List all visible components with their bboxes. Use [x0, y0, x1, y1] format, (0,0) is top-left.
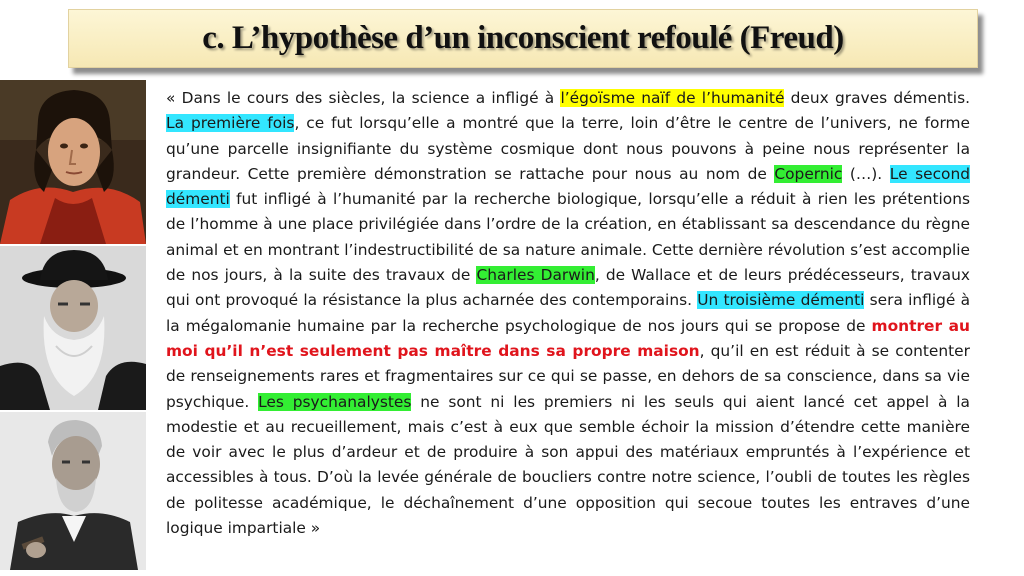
freud-portrait-image: [0, 412, 146, 570]
highlight-psychanalystes: Les psychanalystes: [258, 392, 412, 411]
copernicus-portrait-image: [0, 80, 146, 244]
emphasis-moi-maitre: montrer au moi qu’il n’est seulement pas maître dans sa propre maison: [166, 316, 970, 360]
slide-title: c. L’hypothèse d’un inconscient refoulé (Freud): [202, 20, 844, 56]
quote-text: , ce fut lorsqu’elle a montré que la terre, loin d’être le centre de l’univers, ne forme qu’une parcelle insignifiante du système cosmique dont nous pouvons à peine nous représenter la grandeur. Cette première démonstration se rattache pour nous au nom de: [166, 114, 970, 183]
highlight-troisieme-dementi: Un troisième démenti: [697, 291, 865, 310]
highlight-darwin: Charles Darwin: [476, 266, 595, 285]
quote-text: fut infligé à l’humanité par la recherche biologique, lorsqu’elle a réduit à rien les prétentions de l’homme à une place privilégiée dans l’ordre de la création, en établissant sa descendance du règne animal et en montrant l’indestructibilité de sa nature animale. Cette dernière révolution s’est accomplie de nos jours, à la suite des travaux de: [166, 190, 970, 285]
darwin-portrait-image: [0, 246, 146, 410]
highlight-copernic: Copernic: [774, 164, 843, 183]
quote-text: sera infligé à la mégalomanie humaine par la recherche psychologique de nos jours qui se propose de: [166, 291, 971, 335]
highlight-egoisme: l’égoïsme naïf de l’humanité: [560, 89, 785, 107]
freud-portrait: [0, 412, 146, 570]
quote-text: , qu’il en est réduit à se contenter de renseignements rares et fragmentaires sur ce qui se passe, en dehors de sa conscience, dans sa vie psychique.: [166, 341, 970, 411]
quote-text: (…).: [842, 164, 890, 183]
highlight-premiere-fois: La première fois: [166, 114, 295, 133]
quote-text: ne sont ni les premiers ni les seuls qui aient lancé cet appel à la modestie et au recueillement, mais c’est à eux que semble échoir la mission d’étendre cette manière de voir avec le plus d’ardeur et de produire à son appui des matériaux empruntés à l’expérience et accessibles à tous. D’où la levée générale de boucliers contre notre science, l’oubli de toutes les règles de politesse académique, le déchaînement d’une opposition qui secoue toutes les entraves d’une logique impartiale »: [166, 392, 970, 538]
freud-quote-paragraph: [166, 86, 970, 541]
quote-text: « Dans le cours des siècles, la science a infligé à: [166, 89, 561, 107]
quote-text: deux graves démentis.: [784, 89, 970, 107]
title-banner: [68, 9, 978, 68]
quote-text: , de Wallace et de leurs prédécesseurs, travaux qui ont provoqué la résistance la plus acharnée des contemporains.: [166, 266, 970, 310]
highlight-second-dementi: Le second démenti: [166, 164, 970, 209]
copernicus-portrait: [0, 80, 146, 244]
darwin-portrait: [0, 246, 146, 410]
